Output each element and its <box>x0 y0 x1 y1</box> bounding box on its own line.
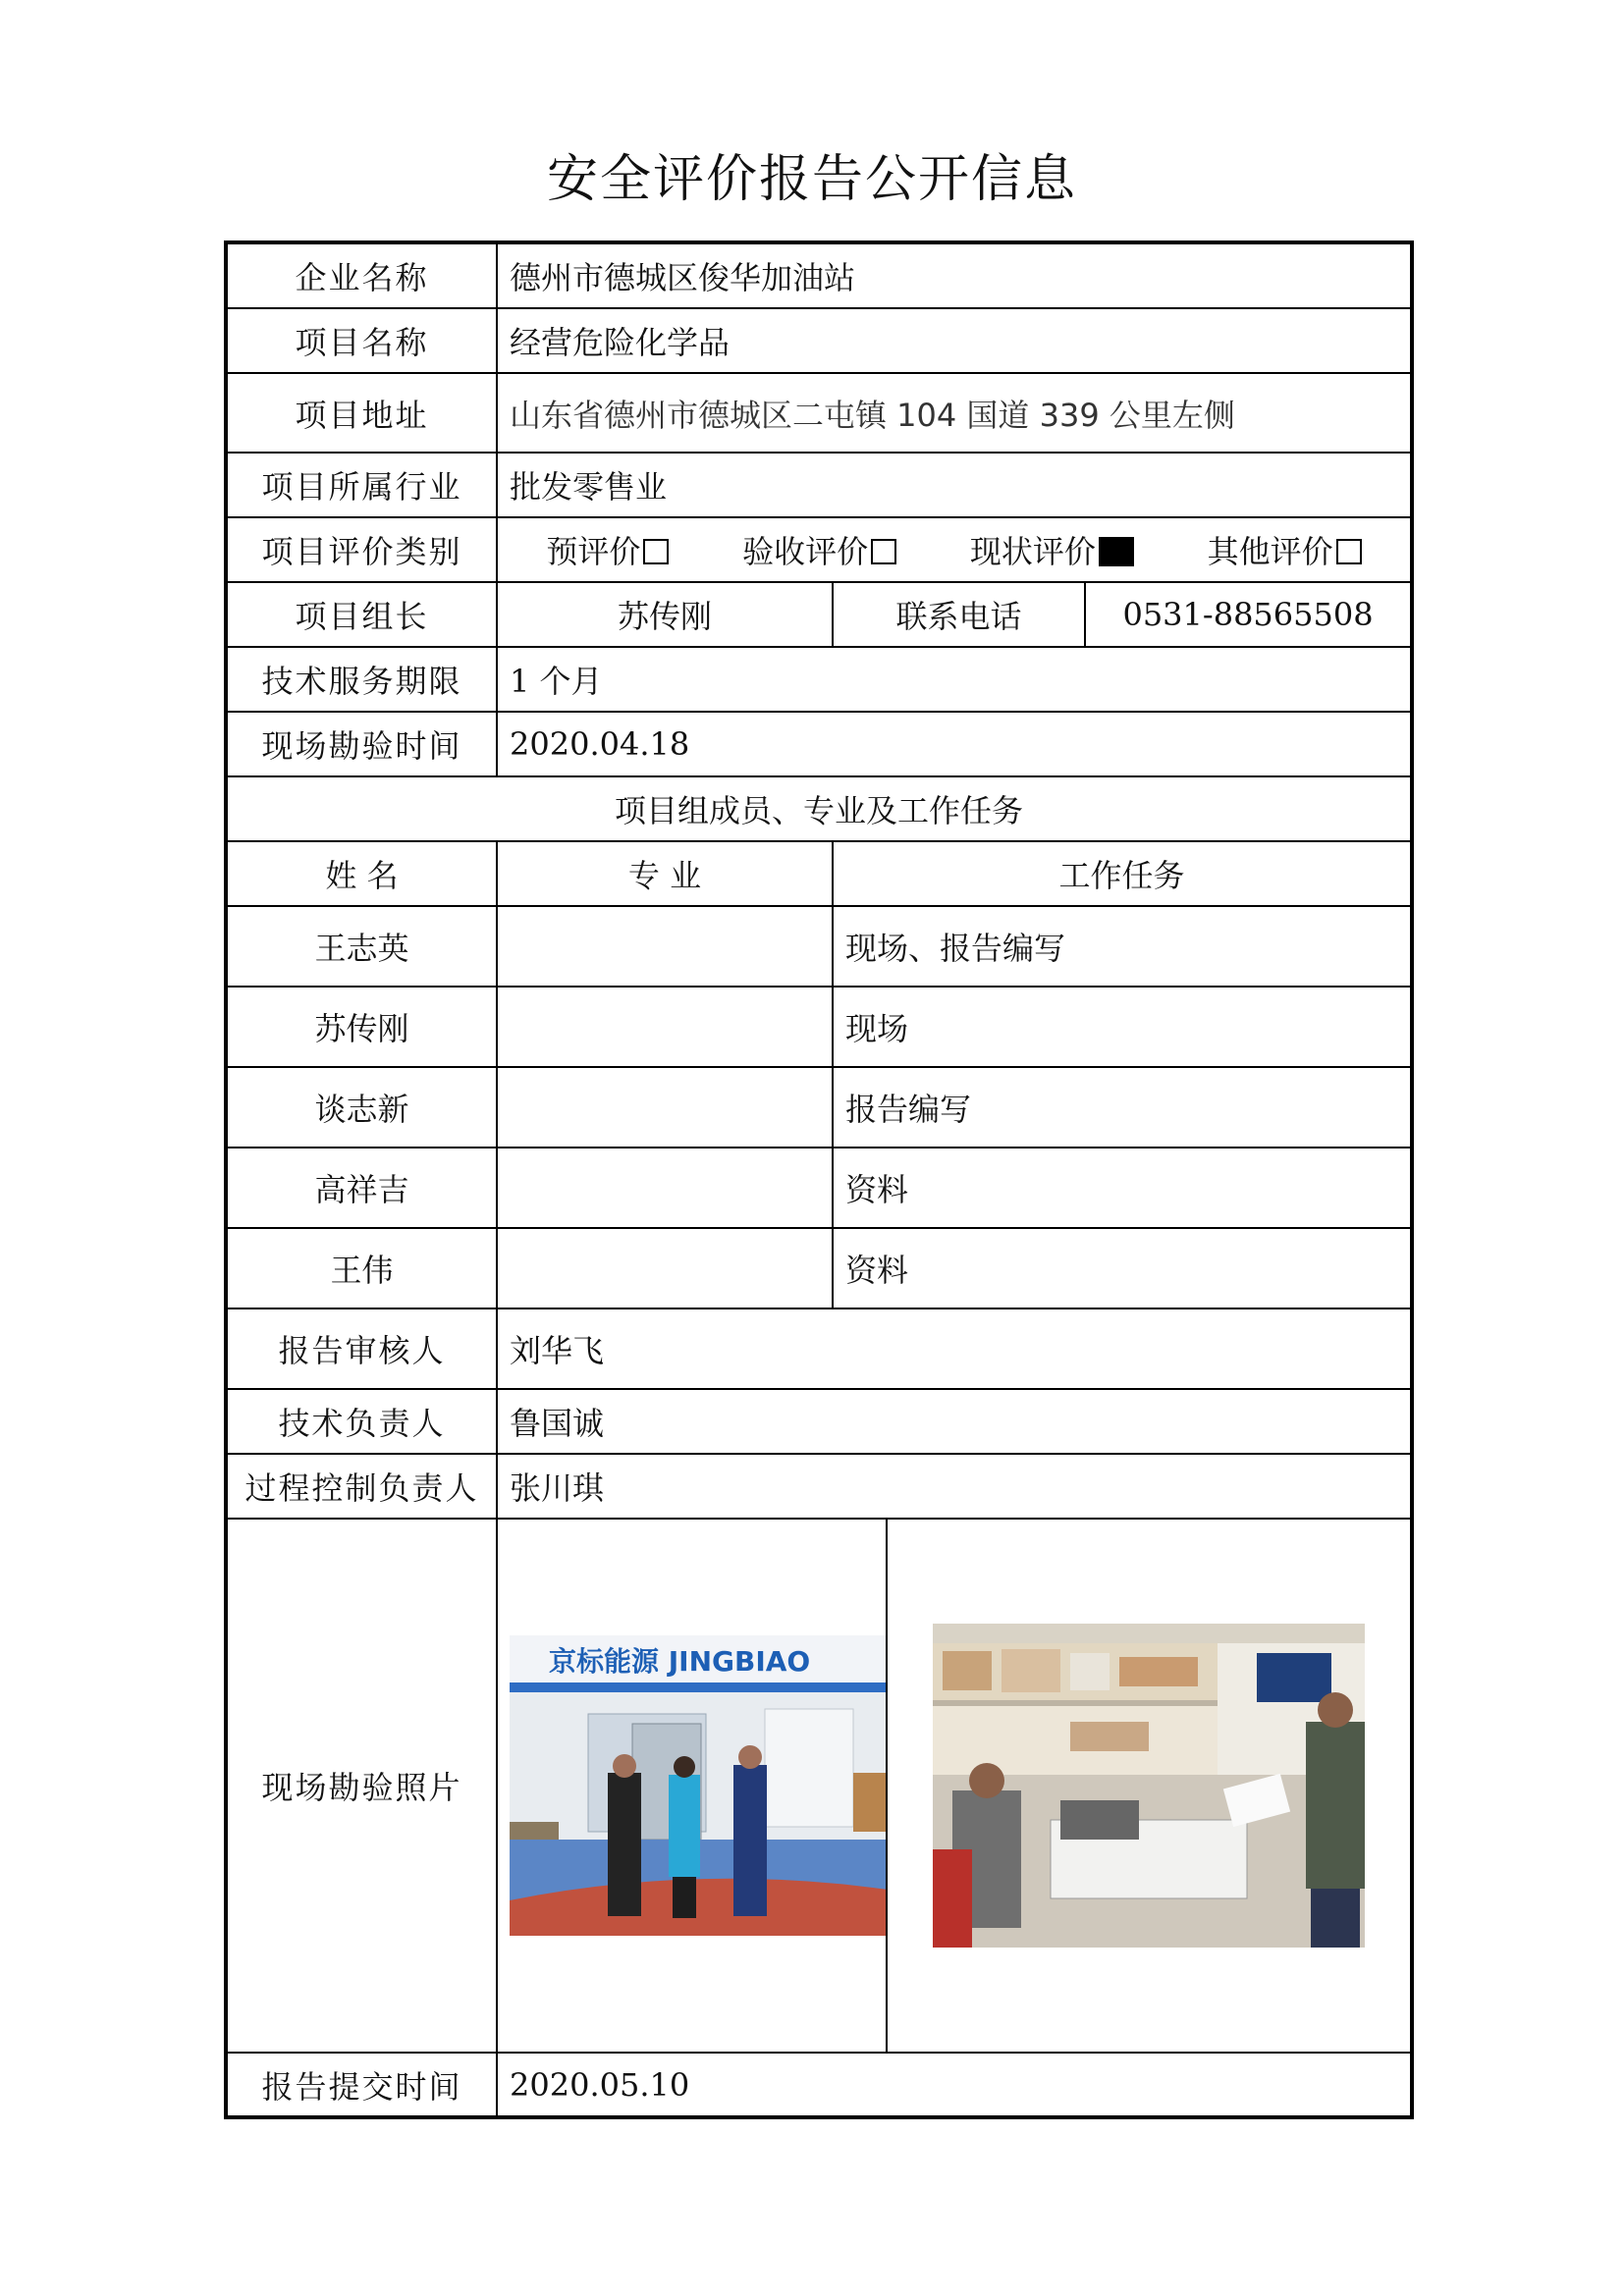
member-major <box>497 1067 833 1148</box>
member-major <box>497 1228 833 1308</box>
address-label: 项目地址 <box>226 373 497 453</box>
option-status-eval: 现状评价 <box>970 527 1134 572</box>
industry-label: 项目所属行业 <box>226 453 497 517</box>
member-name: 高祥吉 <box>226 1148 497 1228</box>
member-task: 报告编写 <box>833 1067 1412 1148</box>
option-acceptance-eval: 验收评价 <box>742 527 896 572</box>
process-lead-label: 过程控制负责人 <box>226 1454 497 1519</box>
phone-value: 0531-88565508 <box>1085 582 1412 647</box>
member-name: 谈志新 <box>226 1067 497 1148</box>
eval-type-label: 项目评价类别 <box>226 517 497 582</box>
survey-time-label: 现场勘验时间 <box>226 712 497 776</box>
checkbox-unchecked-icon <box>643 539 669 564</box>
col-header-major: 专 业 <box>497 841 833 906</box>
table-row <box>226 1148 1412 1228</box>
submit-label: 报告提交时间 <box>226 2053 497 2117</box>
project-value: 经营危险化学品 <box>497 308 1412 373</box>
photo-cell-2 <box>887 1519 1412 2053</box>
photos-label: 现场勘验照片 <box>226 1519 497 2053</box>
phone-label: 联系电话 <box>833 582 1085 647</box>
table-row <box>226 906 1412 987</box>
store-sign-text: 京标能源 JINGBIAO <box>549 1645 811 1678</box>
period-value: 1 个月 <box>497 647 1412 712</box>
member-task: 资料 <box>833 1228 1412 1308</box>
row-members-heading <box>226 776 1412 841</box>
row-period <box>226 647 1412 712</box>
row-submit <box>226 2053 1412 2117</box>
table-row <box>226 1228 1412 1308</box>
info-table <box>224 240 1414 2119</box>
row-process-lead <box>226 1454 1412 1519</box>
table-row <box>226 987 1412 1067</box>
row-tech-lead <box>226 1389 1412 1454</box>
eval-type-options <box>497 517 1412 582</box>
site-photo-office <box>933 1624 1365 1948</box>
tech-lead-value: 鲁国诚 <box>497 1389 1412 1454</box>
col-header-task: 工作任务 <box>833 841 1412 906</box>
leader-label: 项目组长 <box>226 582 497 647</box>
members-heading: 项目组成员、专业及工作任务 <box>226 776 1412 841</box>
process-lead-value: 张川琪 <box>497 1454 1412 1519</box>
row-address <box>226 373 1412 453</box>
period-label: 技术服务期限 <box>226 647 497 712</box>
checkbox-unchecked-icon <box>1336 539 1362 564</box>
industry-value: 批发零售业 <box>497 453 1412 517</box>
photo-cell-1 <box>497 1519 887 2053</box>
option-pre-eval: 预评价 <box>546 527 669 572</box>
submit-value: 2020.05.10 <box>497 2053 1412 2117</box>
row-project <box>226 308 1412 373</box>
member-task: 资料 <box>833 1148 1412 1228</box>
address-value: 山东省德州市德城区二屯镇 104 国道 339 公里左侧 <box>497 373 1412 453</box>
member-name: 苏传刚 <box>226 987 497 1067</box>
member-major <box>497 1148 833 1228</box>
row-industry <box>226 453 1412 517</box>
row-reviewer <box>226 1308 1412 1389</box>
reviewer-value: 刘华飞 <box>497 1308 1412 1389</box>
project-label: 项目名称 <box>226 308 497 373</box>
page-title: 安全评价报告公开信息 <box>546 150 1077 209</box>
row-photos <box>226 1519 1412 2053</box>
company-value: 德州市德城区俊华加油站 <box>497 242 1412 308</box>
reviewer-label: 报告审核人 <box>226 1308 497 1389</box>
site-photo-entrance <box>510 1635 887 1936</box>
table-row <box>226 1067 1412 1148</box>
checkbox-checked-icon <box>1099 537 1134 566</box>
option-other-eval: 其他评价 <box>1208 527 1362 572</box>
leader-value: 苏传刚 <box>497 582 833 647</box>
member-task: 现场 <box>833 987 1412 1067</box>
row-members-header <box>226 841 1412 906</box>
member-task: 现场、报告编写 <box>833 906 1412 987</box>
tech-lead-label: 技术负责人 <box>226 1389 497 1454</box>
row-survey-time <box>226 712 1412 776</box>
member-name: 王伟 <box>226 1228 497 1308</box>
member-major <box>497 987 833 1067</box>
row-company <box>226 242 1412 308</box>
survey-time-value: 2020.04.18 <box>497 712 1412 776</box>
company-label: 企业名称 <box>226 242 497 308</box>
row-eval-type <box>226 517 1412 582</box>
member-name: 王志英 <box>226 906 497 987</box>
row-leader <box>226 582 1412 647</box>
checkbox-unchecked-icon <box>871 539 896 564</box>
member-major <box>497 906 833 987</box>
col-header-name: 姓 名 <box>226 841 497 906</box>
